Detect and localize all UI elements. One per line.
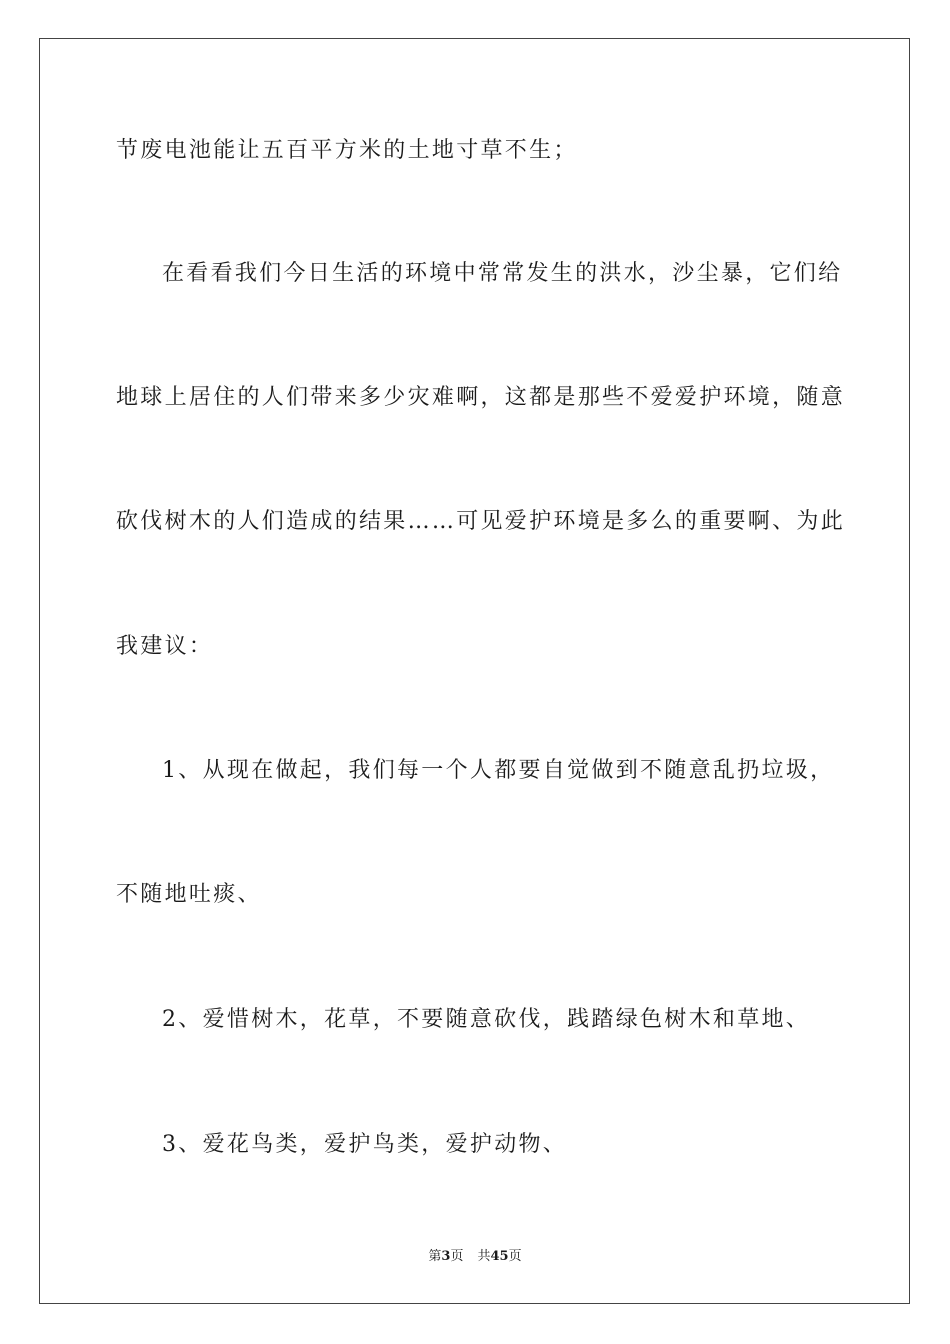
footer-total-pages: 45 [490,1249,509,1264]
body-line-3: 地球上居住的人们带来多少灾难啊，这都是那些不爱爱护环境，随意 [116,385,846,410]
body-line-1: 节废电池能让五百平方米的土地寸草不生； [116,138,578,163]
body-line-2: 在看看我们今日生活的环境中常常发生的洪水，沙尘暴，它们给 [162,261,843,286]
body-line-5: 我建议： [116,634,214,659]
page-border [39,38,910,1304]
body-line-4: 砍伐树木的人们造成的结果……可见爱护环境是多么的重要啊、为此 [116,509,846,534]
page-footer [0,1248,950,1266]
list-item-2: 2、爱惜树木，花草，不要随意砍伐，践踏绿色树木和草地、 [162,1007,811,1032]
footer-page-number: 3 [441,1249,451,1264]
footer-total-prefix: 共 [477,1249,491,1264]
list-item-3: 3、爱花鸟类，爱护鸟类，爱护动物、 [162,1132,568,1157]
list-item-1-line-2: 不随地吐痰、 [116,882,262,907]
list-item-1-line-1: 1、从现在做起，我们每一个人都要自觉做到不随意乱扔垃圾， [162,758,835,783]
footer-page-suffix: 页 [450,1249,464,1264]
footer-total-suffix: 页 [508,1249,522,1264]
footer-page-prefix: 第 [428,1249,442,1264]
